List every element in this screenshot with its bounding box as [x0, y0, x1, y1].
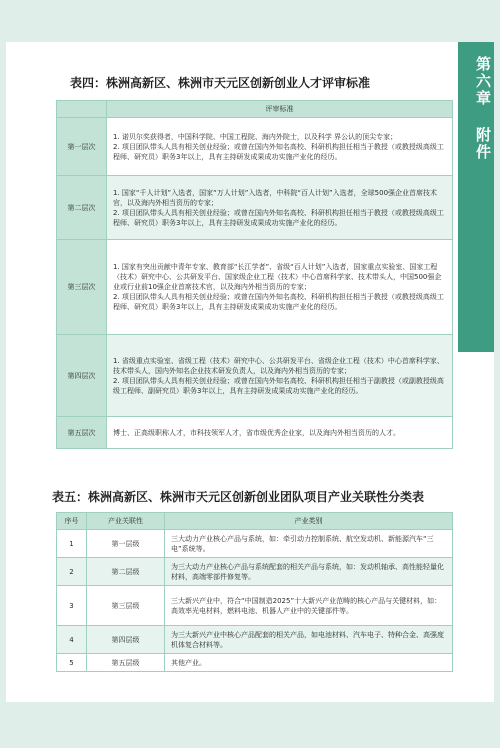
criteria-line: 1. 诺贝尔奖获得者，中国科学院、中国工程院、海内外院士，以及科学 界公认的顶尖专家；	[113, 132, 398, 141]
table4-header-criteria: 评审标准	[107, 101, 453, 118]
relevance-level: 第二层级	[87, 558, 165, 586]
category-desc: 为三大动力产业核心产品与系统配套的相关产品与系统，如：发动机轴承、高性能轻量化材料，高端零部件修复等。	[165, 558, 453, 586]
table-row	[57, 240, 453, 335]
relevance-level: 第一层级	[87, 530, 165, 558]
row-number: 2	[57, 558, 87, 586]
row-number: 3	[57, 586, 87, 626]
criteria-line: 2. 项目团队带头人具有相关创业经验；或曾在国内外知名高校、科研机构担任相当于副教授（或副教授级高级工程师、副研究员）职务3年以上，具有主持研发成果成功实施产业化的经历。	[113, 376, 444, 395]
table-row	[57, 558, 453, 586]
criteria-line: 博士、正高级职称人才，市科技领军人才，省市级优秀企业家，以及海内外相当资历的人才。	[113, 428, 400, 437]
relevance-level: 第五层级	[87, 654, 165, 672]
table4-title: 表四：株洲高新区、株洲市天元区创新创业人才评审标准	[70, 76, 371, 90]
table-row	[57, 530, 453, 558]
chapter-tab-label: 第六章 附件	[474, 56, 492, 161]
relevance-level: 第四层级	[87, 626, 165, 654]
criteria-line: 2. 项目团队带头人具有相关创业经验；或曾在国内外知名高校、科研机构担任相当于教授（或教授级高级工程师、研究员）职务3年以上，具有主持研发成果成功实施产业化的经历。	[113, 293, 444, 311]
level-label: 第四层次	[57, 335, 107, 417]
table-row	[57, 626, 453, 654]
header-relevance: 产业关联性	[87, 513, 165, 530]
category-desc: 其他产业。	[165, 654, 453, 672]
relevance-level: 第三层级	[87, 586, 165, 626]
row-number: 1	[57, 530, 87, 558]
level-label: 第五层次	[57, 417, 107, 449]
industry-relevance-table	[56, 512, 453, 672]
level-label: 第一层次	[57, 118, 107, 176]
criteria-line: 2. 项目团队带头人具有相关创业经验；或曾在国内外知名高校、科研机构担任相当于教授（或教授级高级工程师、研究员）职务3年以上，具有主持研发成果成功实施产业化的经历。	[113, 208, 444, 227]
criteria-line: 2. 项目团队带头人具有相关创业经验；或曾在国内外知名高校、科研机构担任相当于教授（或教授级高级工程师、研究员）职务3年以上，具有主持研发成果成功实施产业化的经历。	[113, 142, 444, 161]
level-label: 第二层次	[57, 176, 107, 240]
row-number: 4	[57, 626, 87, 654]
criteria-cell	[107, 240, 453, 335]
side-tab-notch	[458, 300, 494, 316]
table-row	[57, 118, 453, 176]
talent-criteria-table	[56, 100, 453, 449]
criteria-cell	[107, 176, 453, 240]
table5-title: 表五：株洲高新区、株洲市天元区创新创业团队项目产业关联性分类表	[52, 490, 425, 504]
row-number: 5	[57, 654, 87, 672]
table-row	[57, 586, 453, 626]
criteria-line: 1. 国家有突出贡献中青年专家、教育部“长江学者”、省级“百人计划”入选者，国家重点实验室、国家工程（技术）研究中心、公共研发平台、国家级企业工程（技术）中心首席科学家、技术带头人，中国500强企业或行业前10强企业首席技术官，以及海内外相当资历的专家；	[113, 263, 442, 291]
criteria-cell	[107, 335, 453, 417]
criteria-cell	[107, 417, 453, 449]
table-row	[57, 176, 453, 240]
table-row	[57, 654, 453, 672]
category-desc: 三大动力产业核心产品与系统，如：牵引动力控制系统、航空发动机、新能源汽车“三电”系统等。	[165, 530, 453, 558]
category-desc: 三大新兴产业中，符合“中国制造2025”十大新兴产业范畴的核心产品与关键材料，如：高效率光电材料，燃料电池、机器人产业中的关键部件等。	[165, 586, 453, 626]
table-row	[57, 335, 453, 417]
level-label: 第三层次	[57, 240, 107, 335]
table4-header-blank	[57, 101, 107, 118]
table-row	[57, 417, 453, 449]
header-no: 序号	[57, 513, 87, 530]
criteria-cell	[107, 118, 453, 176]
header-category: 产业类别	[165, 513, 453, 530]
criteria-line: 1. 国家“千人计划”入选者，国家“万人计划”入选者，中科院“百人计划”入选者，全球500强企业首席技术官，以及海内外相当资历的专家；	[113, 188, 438, 207]
category-desc: 为三大新兴产业中核心产品配套的相关产品，如电池材料、汽车电子、特种合金、高强度机体复合材料等。	[165, 626, 453, 654]
criteria-line: 1. 省级重点实验室、省级工程（技术）研究中心、公共研发平台、省级企业工程（技术）中心首席科学家、技术带头人，国内外知名企业技术研发负责人，以及海内外相当资历的专家；	[113, 356, 444, 375]
